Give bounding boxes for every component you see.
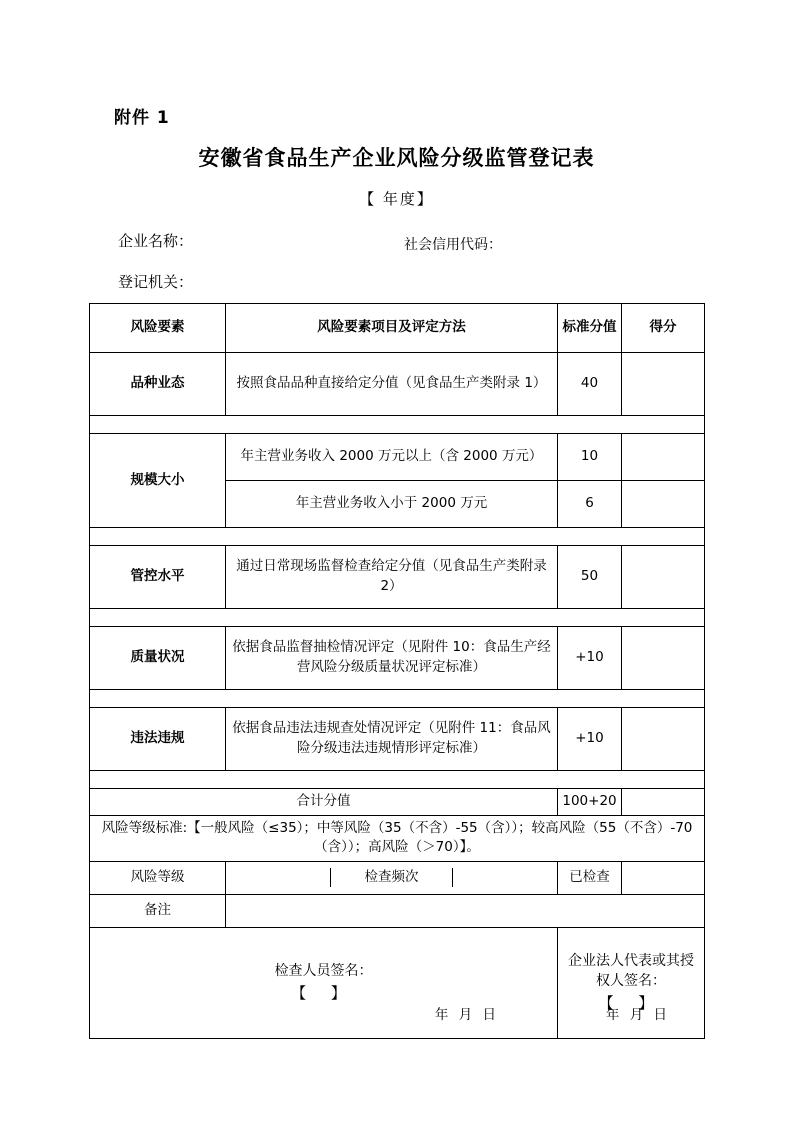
total-row <box>90 789 705 816</box>
inspector-signature-cell[interactable] <box>90 927 558 1038</box>
header-risk-element: 风险要素 <box>90 304 226 353</box>
table-header-row <box>90 304 705 353</box>
header-standard-score: 标准分值 <box>558 304 622 353</box>
checked-value[interactable] <box>622 861 705 894</box>
row-standard-5: +10 <box>558 708 622 771</box>
risk-criteria-text: 风险等级标准:【一般风险（≤35）；中等风险（35（不含）-55（含））；较高风险（55（不含）-70（含））；高风险（＞70）】。 <box>90 815 705 861</box>
table-row <box>90 627 705 690</box>
remark-label: 备注 <box>90 894 226 927</box>
credit-code-label: 社会信用代码： <box>404 237 502 253</box>
inspector-signature-bracket: 【 】 <box>291 983 356 1002</box>
header-score: 得分 <box>622 304 705 353</box>
row-standard-0: 40 <box>558 353 622 416</box>
row-item-3: 通过日常现场监督检查给定分值（见食品生产类附录 2） <box>226 546 558 609</box>
row-standard-3: 50 <box>558 546 622 609</box>
table-row <box>90 546 705 609</box>
remark-value[interactable] <box>226 894 705 927</box>
risk-level-row <box>90 861 705 894</box>
company-name-label: 企业名称： <box>118 232 194 250</box>
check-frequency-label: 检查频次 <box>331 868 452 888</box>
row-item-0: 按照食品品种直接给定分值（见食品生产类附录 1） <box>226 353 558 416</box>
row-spacer <box>90 609 705 627</box>
risk-level-label: 风险等级 <box>90 861 226 894</box>
year-field: 【 年度】 <box>359 190 434 208</box>
row-score-5[interactable] <box>622 708 705 771</box>
risk-grading-table <box>89 303 705 1039</box>
risk-level-and-frequency-cell <box>226 861 558 894</box>
criteria-row <box>90 815 705 861</box>
row-score-3[interactable] <box>622 546 705 609</box>
row-item-1: 年主营业务收入 2000 万元以上（含 2000 万元） <box>226 434 558 481</box>
total-standard: 100+20 <box>558 789 622 816</box>
registration-organ-label: 登记机关： <box>118 273 194 291</box>
row-spacer <box>90 690 705 708</box>
risk-level-value[interactable] <box>226 868 331 888</box>
row-item-4: 依据食品监督抽检情况评定（见附件 10：食品生产经营风险分级质量状况评定标准） <box>226 627 558 690</box>
inspector-signature-label: 检查人员签名： <box>274 962 373 979</box>
remark-row <box>90 894 705 927</box>
row-spacer <box>90 528 705 546</box>
row-element-5: 违法违规 <box>90 708 226 771</box>
legal-signature-date: 年 月 日 <box>605 1007 670 1024</box>
legal-signature-bracket: 【 】 <box>598 994 664 1013</box>
legal-signature-label: 企业法人代表或其授权人签名： <box>568 952 694 989</box>
row-element-4: 质量状况 <box>90 627 226 690</box>
header-items-method: 风险要素项目及评定方法 <box>226 304 558 353</box>
row-standard-2: 6 <box>558 481 622 528</box>
row-element-3: 管控水平 <box>90 546 226 609</box>
row-score-4[interactable] <box>622 627 705 690</box>
legal-signature-cell[interactable] <box>558 927 705 1038</box>
row-score-1[interactable] <box>622 434 705 481</box>
row-item-5: 依据食品违法违规查处情况评定（见附件 11：食品风险分级违法违规情形评定标准） <box>226 708 558 771</box>
table-row <box>90 353 705 416</box>
row-standard-1: 10 <box>558 434 622 481</box>
row-item-2: 年主营业务收入小于 2000 万元 <box>226 481 558 528</box>
checked-label: 已检查 <box>558 861 622 894</box>
row-standard-4: +10 <box>558 627 622 690</box>
row-score-0[interactable] <box>622 353 705 416</box>
attachment-label: 附件 1 <box>114 108 170 128</box>
table-row <box>90 434 705 481</box>
row-spacer <box>90 416 705 434</box>
row-score-2[interactable] <box>622 481 705 528</box>
check-frequency-value[interactable] <box>453 868 557 888</box>
total-score[interactable] <box>622 789 705 816</box>
row-spacer <box>90 771 705 789</box>
row-element-0: 品种业态 <box>90 353 226 416</box>
inspector-signature-date: 年 月 日 <box>434 1007 499 1024</box>
row-element-1: 规模大小 <box>90 434 226 528</box>
signature-row <box>90 927 705 1038</box>
total-label: 合计分值 <box>90 789 558 816</box>
page-title: 安徽省食品生产企业风险分级监管登记表 <box>198 146 595 170</box>
table-row <box>90 708 705 771</box>
